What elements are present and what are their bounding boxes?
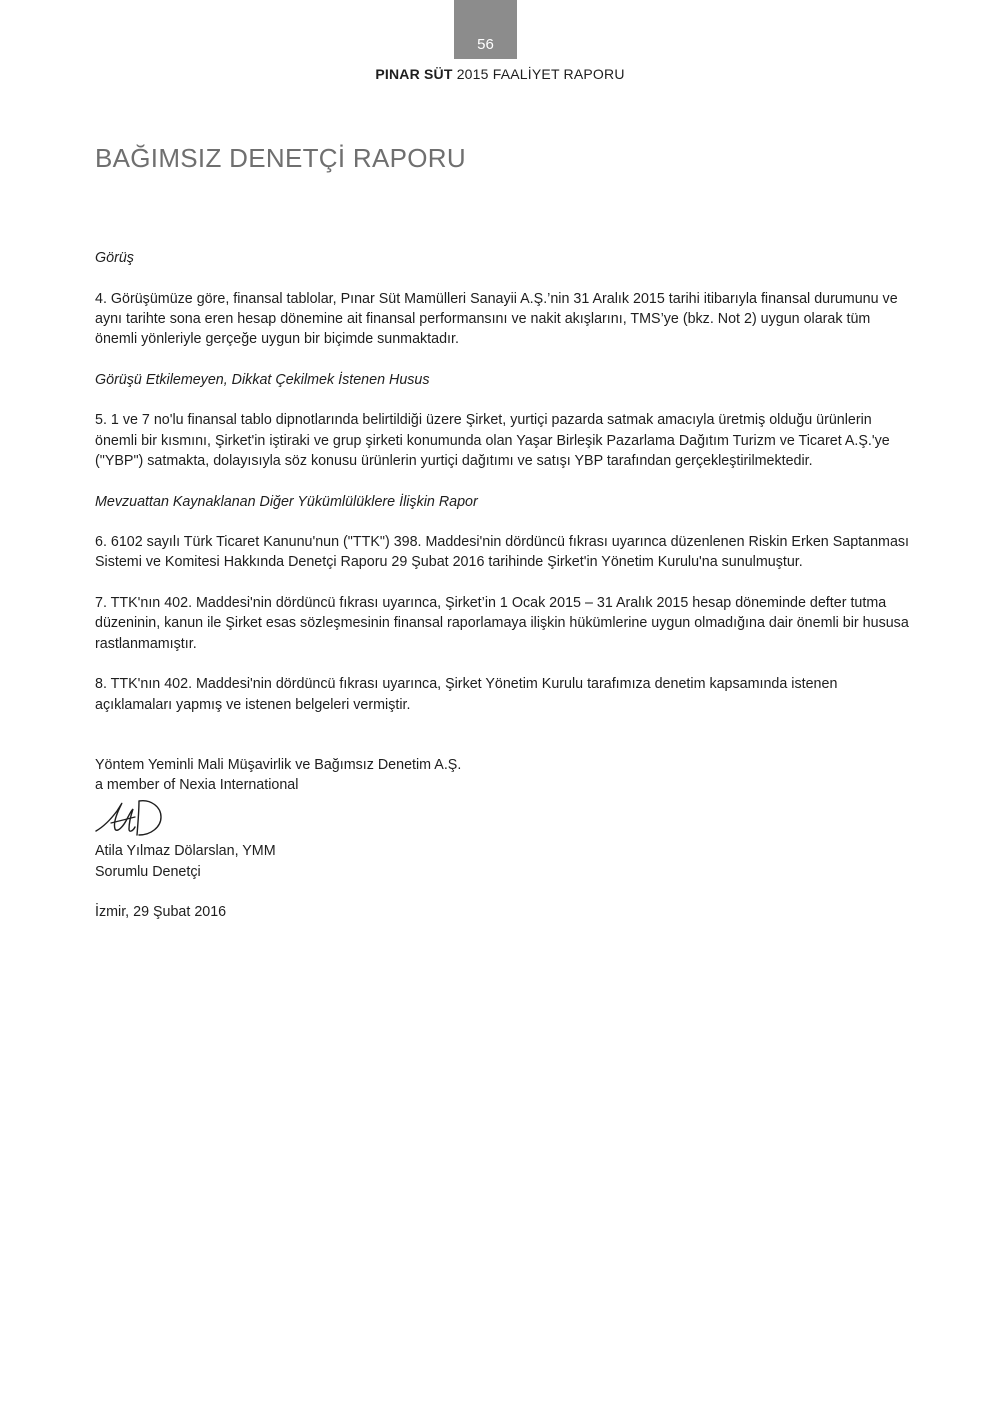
running-header: [0, 66, 1000, 82]
signature-block: [95, 755, 910, 882]
audit-firm-name: Yöntem Yeminli Mali Müşavirlik ve Bağımsız Denetim A.Ş.: [95, 756, 462, 773]
report-name: 2015 FAALİYET RAPORU: [452, 66, 625, 82]
network-membership: a member of Nexia International: [95, 777, 299, 794]
auditor-role: Sorumlu Denetçi: [95, 863, 201, 880]
report-body: [95, 248, 910, 943]
paragraph-5: 5. 1 ve 7 no'lu finansal tablo dipnotlarında belirtildiği üzere Şirket, yurtiçi pazarda satmak amacıyla üretmiş olduğu ürünlerin önemli bir kısmını, Şirket'in iştiraki ve grup şirketi konumunda olan Yaşar Birleşik Pazarlama Dağıtım Turizm ve Ticaret A.Ş.'ye ("YBP") satmakta, dolayısıyla söz konusu ürünlerin yurtiçi dağıtımı ve satışı YBP tarafından gerçekleştirilmektedir.: [95, 412, 890, 469]
page-title: BAĞIMSIZ DENETÇİ RAPORU: [95, 143, 466, 173]
signature-icon: [93, 793, 173, 843]
auditor-name: Atila Yılmaz Dölarslan, YMM: [95, 843, 276, 860]
page-number: 56: [454, 0, 517, 59]
paragraph-7: 7. TTK'nın 402. Maddesi'nin dördüncü fıkrası uyarınca, Şirket’in 1 Ocak 2015 – 31 Aralık 2015 hesap döneminde defter tutma düzeninin, kanun ile Şirket esas sözleşmesinin finansal raporlamaya ilişkin hükümlerine uygun olmadığına dair önemli bir hususa rastlanmamıştır.: [95, 595, 909, 652]
paragraph-8: 8. TTK'nın 402. Maddesi'nin dördüncü fıkrası uyarınca, Şirket Yönetim Kurulu tarafımıza denetim kapsamında istenen açıklamaları yapmış ve istenen belgeleri vermiştir.: [95, 676, 838, 713]
opinion-heading: Görüş: [95, 250, 134, 266]
paragraph-6: 6. 6102 sayılı Türk Ticaret Kanunu'nun ("TTK") 398. Maddesi'nin dördüncü fıkrası uyarınca düzenlenen Riskin Erken Saptanması Sistemi ve Komitesi Hakkında Denetçi Raporu 29 Şubat 2016 tarihinde Şirket'in Yönetim Kurulu'na sunulmuştur.: [95, 534, 910, 571]
emphasis-heading: Görüşü Etkilemeyen, Dikkat Çekilmek İstenen Husus: [95, 371, 430, 388]
legal-heading: Mevzuattan Kaynaklanan Diğer Yükümlülüklere İlişkin Rapor: [95, 493, 478, 510]
place-and-date: İzmir, 29 Şubat 2016: [95, 904, 227, 921]
paragraph-4: 4. Görüşümüze göre, finansal tablolar, Pınar Süt Mamülleri Sanayii A.Ş.’nin 31 Aralık 2015 tarihi itibarıyla finansal durumunu ve aynı tarihte sona eren hesap dönemine ait finansal performansını ve nakit akışlarını, TMS’ye (bkz. Not 2) uygun olarak tüm önemli yönleriyle gerçeğe uygun bir biçimde sunmaktadır.: [95, 290, 898, 348]
brand-name: PINAR SÜT: [375, 66, 453, 82]
